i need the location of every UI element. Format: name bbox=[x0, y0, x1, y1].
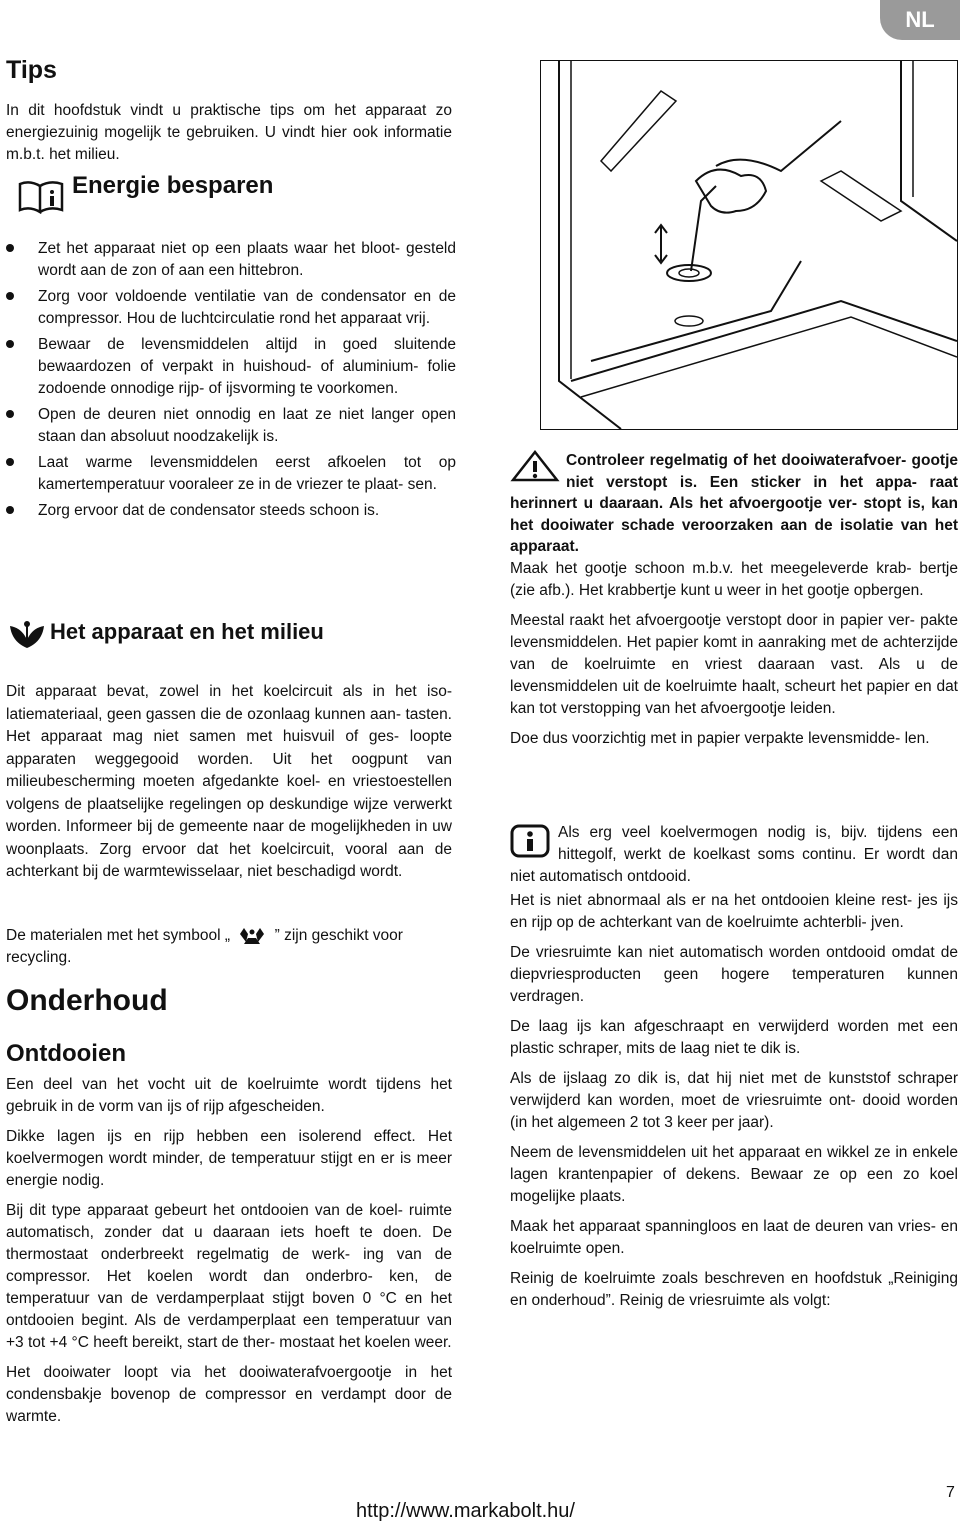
leaf-environment-icon bbox=[8, 618, 46, 655]
recycling-text-line2: recycling. bbox=[6, 949, 72, 966]
manual-info-icon bbox=[18, 180, 64, 219]
page-number: 7 bbox=[946, 1484, 955, 1501]
defrost-heading: Ontdooien bbox=[6, 1040, 126, 1067]
cleaning-section bbox=[510, 558, 958, 750]
environment-heading: Het apparaat en het milieu bbox=[50, 619, 324, 644]
paragraph: Reinig de koelruimte zoals beschreven en hoofdstuk „Reiniging en onderhoud”. Reinig de vriesruimte als volgt: bbox=[510, 1270, 958, 1309]
list-item: Open de deuren niet onnodig en laat ze niet langer open staan dan absoluut noodzakelijk is. bbox=[6, 404, 456, 448]
paragraph: De laag ijs kan afgeschraapt en verwijderd worden met een plastic schraper, mits de laag niet te dik is. bbox=[510, 1018, 958, 1057]
info-icon bbox=[510, 824, 550, 860]
paragraph: Neem de levensmiddelen uit het apparaat en wikkel ze in enkele lagen krantenpapier of dekens. Bewaar ze op een zo koel mogelijke plaats. bbox=[510, 1144, 958, 1205]
paragraph: Meestal raakt het afvoergootje verstopt door in papier ver- pakte levensmiddelen. Het papier komt in aanraking met de achterzijde van de koelruimte en vriest daaraan vast. Als u de levensmiddelen uit de koelruimte haalt, scheurt het papier en dat kan tot verstopping van het afvoergootje leiden. bbox=[510, 612, 958, 717]
tips-intro: In dit hoofdstuk vindt u praktische tips om het apparaat zo energiezuinig mogelijk te gebruiken. U vindt hier ook informatie m.b.t. het milieu. bbox=[6, 102, 452, 163]
drain-cleaning-illustration bbox=[540, 60, 958, 430]
paragraph: Het dooiwater loopt via het dooiwaterafvoergootje in het condensbakje bovenop de compressor en verdampt door de warmte. bbox=[6, 1364, 452, 1425]
language-badge: NL bbox=[880, 0, 960, 40]
paragraph: Doe dus voorzichtig met in papier verpakte levensmidde- len. bbox=[510, 730, 930, 747]
warning-icon bbox=[510, 450, 560, 484]
paragraph: Dikke lagen ijs en rijp hebben een isolerend effect. Het koelvermogen wordt minder, de temperatuur stijgt en er is meer energie nodig. bbox=[6, 1128, 452, 1189]
info-block bbox=[510, 822, 958, 888]
recycling-text-end: ” zijn geschikt voor bbox=[274, 927, 403, 944]
list-item: Zorg ervoor dat de condensator steeds schoon is. bbox=[6, 500, 456, 522]
list-item: Zorg voor voldoende ventilatie van de condensator en de compressor. Hou de luchtcirculatie rond het apparaat vrij. bbox=[6, 286, 456, 330]
energy-heading: Energie besparen bbox=[72, 172, 274, 199]
warning-text: Controleer regelmatig of het dooiwaterafvoer- gootje niet verstopt is. Een sticker in het appa- raat herinnert u daaraan. Als het afvoergootje ver- stopt is, kan het dooiwater schade veroorzaken aan de isolatie van het apparaat. bbox=[510, 452, 958, 555]
energy-tips-list bbox=[6, 238, 456, 526]
paragraph: De vriesruimte kan niet automatisch worden ontdooid omdat de diepvriesproducten geen hogere temperaturen kunnen verdragen. bbox=[510, 944, 958, 1005]
paragraph: Een deel van het vocht uit de koelruimte wordt tijdens het gebruik in de vorm van ijs of rijp afgescheiden. bbox=[6, 1076, 452, 1115]
list-item: Laat warme levensmiddelen eerst afkoelen tot op kamertemperatuur vooraleer ze in de vriezer te plaat- sen. bbox=[6, 452, 456, 496]
environment-text: Dit apparaat bevat, zowel in het koelcircuit als in het iso- latiemateriaal, geen gassen die de ozonlaag kunnen aan- tasten. Het apparaat mag niet samen met huisvuil of ges- loopte apparaten weggegooid worden. Uit het oogpunt van milieubescherming moeten afgedankte koel- en vriestoestellen volgens de plaatselijke regelingen op deskundige wijze verwerkt worden. Informeer bij de gemeente naar de mogelijkheden in uw woonplaats. Zorg ervoor dat het koelcircuit, vooral aan de achterkant bij de warmtewisselaar, niet beschadigd wordt. bbox=[6, 683, 452, 880]
recycle-icon bbox=[234, 924, 270, 944]
info-text: Als erg veel koelvermogen nodig is, bijv. tijdens een hittegolf, werkt de koelkast soms continu. Er wordt dan niet automatisch ontdooid. bbox=[510, 824, 958, 885]
tips-title: Tips bbox=[6, 56, 57, 84]
recycling-line bbox=[6, 925, 458, 969]
paragraph: Bij dit type apparaat gebeurt het ontdooien van de koel- ruimte automatisch, zonder dat u daaraan iets hoeft te doen. De thermostaat onderbreekt regelmatig de werk- ing van de compressor. Het koelen wordt dan onderbro- ken, de temperatuur van de verdamperplaat stijgt boven 0 °C en het ontdooien begint. Als de verdamperplaat een temperatuur van +3 tot +4 °C heeft bereikt, start de ther- mostaat het koelen weer. bbox=[6, 1202, 452, 1351]
recycling-text-start: De materialen met het symbool „ bbox=[6, 927, 230, 944]
warning-block bbox=[510, 450, 958, 558]
paragraph: Maak het apparaat spanningloos en laat de deuren van vries- en koelruimte open. bbox=[510, 1218, 958, 1257]
footer-url[interactable]: http://www.markabolt.hu/ bbox=[356, 1500, 575, 1522]
defrost-freezer-section bbox=[510, 890, 958, 1312]
paragraph: Als de ijslaag zo dik is, dat hij niet met de kunststof schraper verwijderd kan worden, moet de vriesruimte ont- dooid worden (in het algemeen 2 tot 3 keer per jaar). bbox=[510, 1070, 958, 1131]
defrost-section bbox=[6, 1074, 452, 1428]
list-item: Bewaar de levensmiddelen altijd in goed sluitende bewaardozen of verpakt in huishoud- of aluminium- folie zodoende onnodige rijp- of ijsvorming te voorkomen. bbox=[6, 334, 456, 400]
list-item: Zet het apparaat niet op een plaats waar het bloot- gesteld wordt aan de zon of aan een hittebron. bbox=[6, 238, 456, 282]
paragraph: Het is niet abnormaal als er na het ontdooien kleine rest- jes ijs en rijp op de achterkant van de koelruimte achterbli- jven. bbox=[510, 892, 958, 931]
maintenance-title: Onderhoud bbox=[6, 984, 168, 1017]
paragraph: Maak het gootje schoon m.b.v. het meegeleverde krab- bertje (zie afb.). Het krabbertje kunt u weer in het gootje opbergen. bbox=[510, 560, 958, 599]
